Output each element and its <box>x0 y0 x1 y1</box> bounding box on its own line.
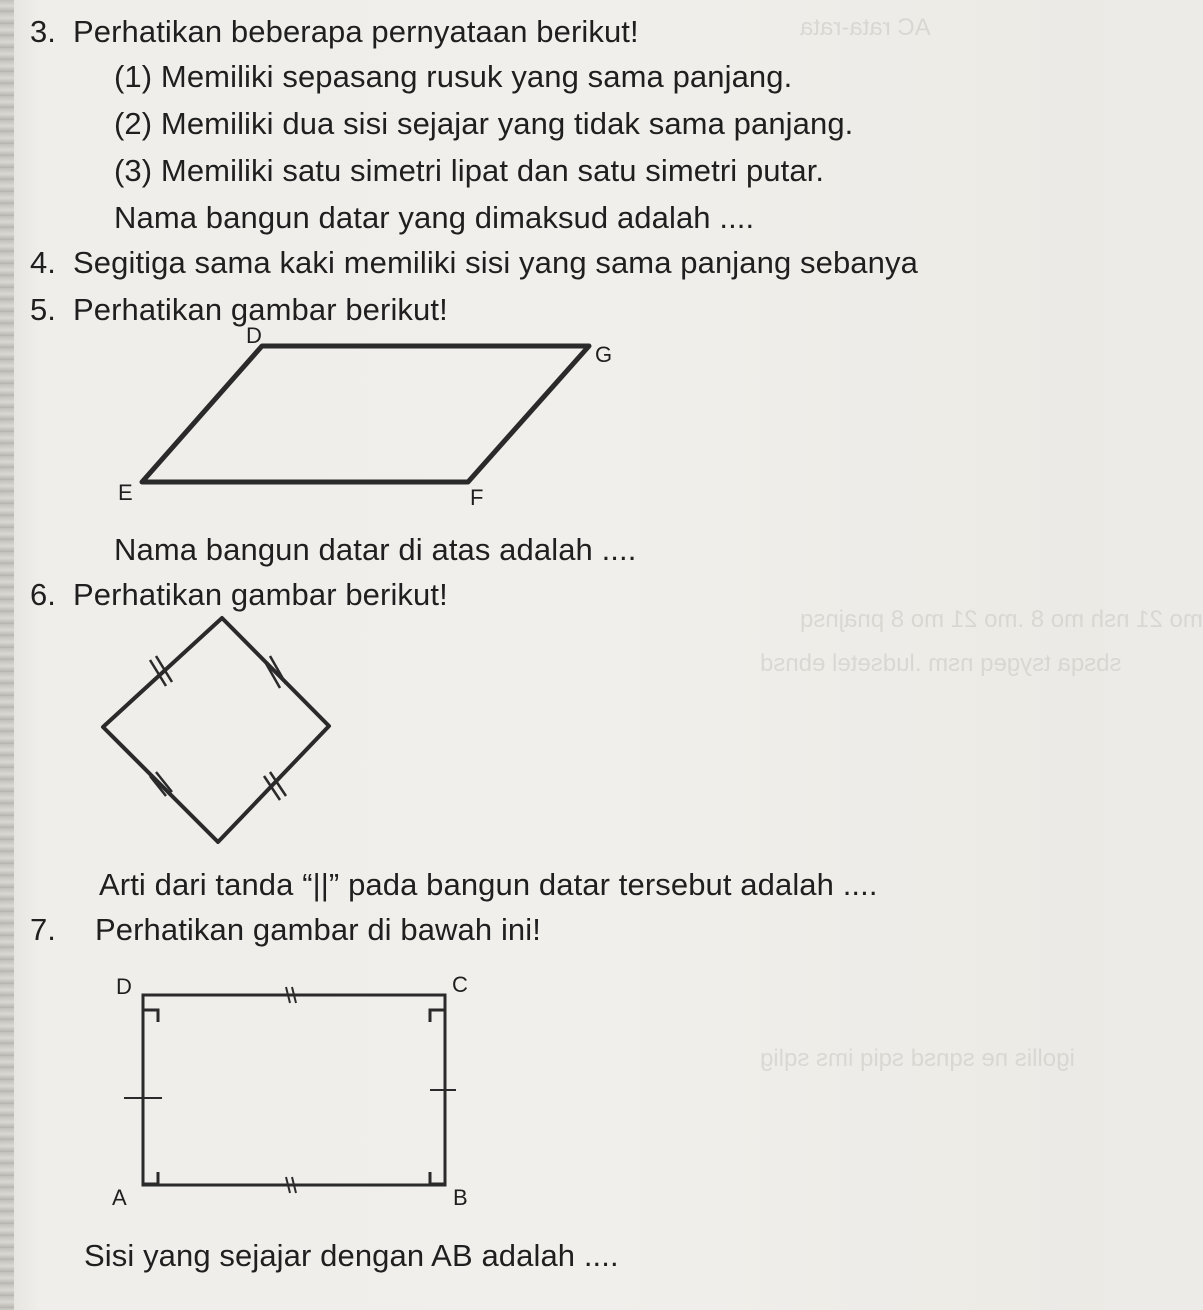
bleed-through-text: mo 21 nsh mo 8 .mo 21 mo 8 pnajnsq <box>800 606 1203 633</box>
vertex-d-label: D <box>116 974 132 999</box>
question-5-number: 5. <box>30 292 56 327</box>
vertex-f-label: F <box>470 485 484 510</box>
question-5-prompt: Perhatikan gambar berikut! <box>73 292 448 327</box>
question-6-prompt: Perhatikan gambar berikut! <box>73 577 448 612</box>
question-3-prompt: Perhatikan beberapa pernyataan berikut! <box>73 14 639 49</box>
question-6-number: 6. <box>30 577 56 612</box>
question-3-statement-3: (3) Memiliki satu simetri lipat dan satu simetri putar. <box>114 153 825 188</box>
vertex-d-label: D <box>246 323 262 348</box>
vertex-c-label: C <box>452 972 468 997</box>
question-6-question: Arti dari tanda “||” pada bangun datar tersebut adalah .... <box>99 867 878 902</box>
question-4-text: Segitiga sama kaki memiliki sisi yang sama panjang sebanya <box>73 245 918 280</box>
question-7-prompt: Perhatikan gambar di bawah ini! <box>95 912 541 947</box>
question-5-question: Nama bangun datar di atas adalah .... <box>114 532 637 567</box>
question-4-number: 4. <box>30 245 56 280</box>
question-3-question: Nama bangun datar yang dimaksud adalah .... <box>114 200 755 235</box>
question-7-question <box>84 1238 619 1274</box>
question-3-statement-2: (2) Memiliki dua sisi sejajar yang tidak sama panjang. <box>114 106 854 141</box>
bleed-through-text: igollis ne sqnsd sqiq ims sqlig <box>760 1045 1075 1072</box>
vertex-b-label: B <box>453 1185 468 1210</box>
vertex-e-label: E <box>118 480 133 505</box>
question-3-statement-1: (1) Memiliki sepasang rusuk yang sama panjang. <box>114 59 793 94</box>
question-7-question-text: Sisi yang sejajar dengan AB adalah .... <box>84 1238 619 1273</box>
vertex-g-label: G <box>595 342 613 367</box>
question-3-number: 3. <box>30 14 56 49</box>
question-7-number: 7. <box>30 912 56 947</box>
right-angle-markers <box>143 1010 445 1184</box>
bleed-through-text: AC rata-rata <box>800 14 931 41</box>
parallel-side-tick-marks <box>124 987 456 1193</box>
rectangle-shape <box>143 995 445 1185</box>
vertex-a-label: A <box>112 1185 127 1210</box>
bleed-through-text: sbsqa tsygeq nsm .ludsetel ebnsd <box>760 650 1122 677</box>
